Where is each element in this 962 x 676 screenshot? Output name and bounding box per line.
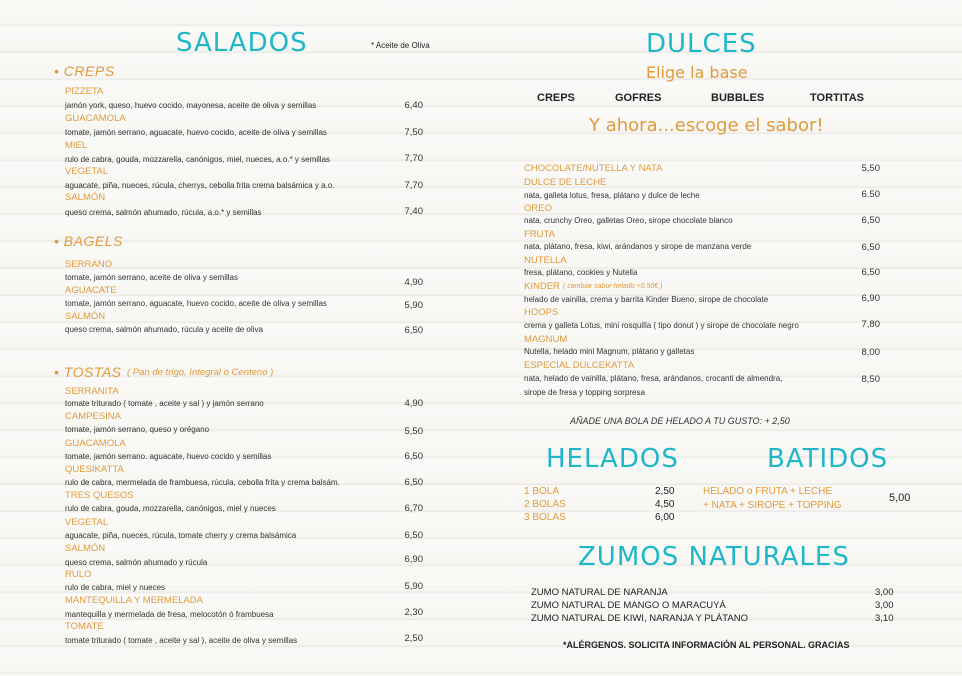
item-price: 5,50 (861, 163, 880, 174)
item-price: 6,50 (404, 325, 423, 336)
item-price: 2,30 (404, 607, 423, 618)
item-price: 6,90 (861, 293, 880, 304)
item-name: TOMATE (65, 621, 104, 632)
zumo-2-price: 3,00 (875, 600, 894, 611)
batidos-line2: + NATA + SIROPE + TOPPING (703, 500, 842, 511)
item-price: 6,50 (861, 267, 880, 278)
item-name: ESPECIAL DULCEKATTA (524, 360, 635, 371)
section-creps-heading: • CREPS (54, 63, 115, 79)
item-name: SERRANITA (65, 386, 119, 397)
item-name: SALMÓN (65, 311, 106, 322)
extra-scoop-note: AÑADE UNA BOLA DE HELADO A TU GUSTO: + 2,50 (570, 416, 790, 426)
item-price: 6,50 (404, 451, 423, 462)
item-price: 6.50 (861, 189, 880, 200)
item-name: PIZZETA (65, 86, 104, 97)
item-name: KINDER (524, 281, 560, 292)
item-price: 5,90 (404, 300, 423, 311)
zumo-1-name: ZUMO NATURAL DE NARANJA (531, 587, 668, 598)
item-price: 5,90 (404, 581, 423, 592)
item-desc: rulo de cabra, gouda, mozzarella, canónigos, miel, nueces, a.o.* y semillas (65, 155, 331, 164)
item-desc: queso crema, salmón ahumado, rúcula, a.o.* y semillas (65, 208, 262, 217)
item-price: 7,80 (861, 319, 880, 330)
item-desc: mantequilla y mermelada de fresa, melocotón ó frambuesa (65, 610, 274, 619)
item-name: AGUACATE (65, 285, 117, 296)
item-price: 7,40 (404, 206, 423, 217)
item-desc: nata, helado de vainilla, plátano, fresa, arándanos, crocanti de almendra, (524, 374, 783, 383)
item-price: 6,70 (404, 503, 423, 514)
zumo-1-price: 3,00 (875, 587, 894, 598)
item-name: MIEL (65, 140, 88, 151)
item-price: 6,50 (404, 477, 423, 488)
item-name: TRES QUESOS (65, 490, 134, 501)
batidos-price: 5,00 (889, 492, 911, 504)
zumo-3-price: 3,10 (875, 613, 894, 624)
helados-title: HELADOS (546, 444, 679, 474)
section-tostas-heading: • TOSTAS (54, 364, 122, 380)
item-price: 8,50 (861, 374, 880, 385)
batidos-title: BATIDOS (767, 444, 889, 474)
item-name: SALMÓN (65, 543, 106, 554)
item-desc: aguacate, piña, nueces, rúcula, cherrys, cebolla frita crema balsámica y a.o. (65, 181, 335, 190)
item-desc: crema y galleta Lotus, mini rosquilla ( tipo donut ) y sirope de chocolate negro (524, 321, 799, 330)
dulces-subtitle: Elige la base (646, 63, 748, 82)
item-price: 5,50 (404, 426, 423, 437)
item-name: GUACAMOLA (65, 113, 126, 124)
item-name: OREO (524, 203, 552, 214)
dulces-prompt: Y ahora...escoge el sabor! (589, 115, 824, 136)
item-name: NUTELLA (524, 255, 567, 266)
item-name: GUACAMOLA (65, 438, 126, 449)
item-desc: rulo de cabra, miel y nueces (65, 583, 166, 592)
helado-1-name: 1 BOLA (524, 486, 560, 497)
item-price: 7,50 (404, 127, 423, 138)
item-price: 6,50 (861, 242, 880, 253)
item-desc: tomate triturado ( tomate , aceite y sal ), aceite de oliva y semillas (65, 636, 298, 645)
zumos-title: ZUMOS NATURALES (578, 542, 850, 572)
item-name: DULCE DE LECHE (524, 177, 607, 188)
item-desc: tomate, jamón serrano, aceite de oliva y semillas (65, 273, 238, 282)
item-desc-2: sirope de fresa y topping sorpresa (524, 388, 645, 397)
item-desc: tomate triturado ( tomate , aceite y sal ) y jamón serrano (65, 399, 264, 408)
dulces-title: DULCES (646, 29, 757, 59)
item-desc: nata, crunchy Oreo, galletas Oreo, sirope chocolate blanco (524, 216, 733, 225)
item-desc: rulo de cabra, mermelada de frambuesa, rúcula, cebolla frita y crema balsám. (65, 478, 340, 487)
item-desc: aguacate, piña, nueces, rúcula, tomate cherry y crema balsámica (65, 531, 297, 540)
item-name: SALMÓN (65, 192, 106, 203)
allergen-footer: *ALÉRGENOS. SOLICITA INFORMACIÓN AL PERSONAL. GRACIAS (563, 640, 850, 650)
item-price: 2,50 (404, 633, 423, 644)
item-desc: Nutella, helado mini Magnum, plátano y galletas (524, 347, 695, 356)
item-name: FRUTA (524, 229, 555, 240)
item-price: 7,70 (404, 180, 423, 191)
item-desc: nata, plátano, fresa, kiwi, arándanos y sirope de manzana verde (524, 242, 752, 251)
item-name: VEGETAL (65, 166, 109, 177)
item-price: 7,70 (404, 153, 423, 164)
section-bagels-heading: • BAGELS (54, 233, 123, 249)
item-price: 6,90 (404, 554, 423, 565)
item-name: QUESIKATTA (65, 464, 124, 475)
item-name: VEGETAL (65, 517, 109, 528)
base-gofres: GOFRES (615, 92, 662, 104)
batidos-line1: HELADO o FRUTA + LECHE (703, 486, 833, 497)
item-price: 6,40 (404, 100, 423, 111)
item-desc: fresa, plátano, cookies y Nutella (524, 268, 638, 277)
item-desc: rulo de cabra, gouda, mozzarella, canónigos, miel y nueces (65, 504, 276, 513)
helado-3-name: 3 BOLAS (524, 512, 566, 523)
zumo-3-name: ZUMO NATURAL DE KIWI, NARANJA Y PLÁTANO (531, 613, 748, 624)
base-bubbles: BUBBLES (711, 92, 765, 104)
item-name: CHOCOLATE/NUTELLA Y NATA (524, 163, 663, 174)
item-desc: queso crema, salmón ahumado y rúcula (65, 558, 208, 567)
helado-3-price: 6,00 (655, 512, 675, 523)
item-name: CAMPESINA (65, 411, 121, 422)
helado-1-price: 2,50 (655, 486, 675, 497)
item-desc: helado de vainilla, crema y barrita Kinder Bueno, sirope de chocolate (524, 295, 769, 304)
item-name: SERRANO (65, 259, 112, 270)
kinder-note: ( cambiar sabor helado +0.50€ ) (563, 283, 663, 290)
item-price: 6,50 (404, 530, 423, 541)
helado-2-name: 2 BOLAS (524, 499, 566, 510)
item-desc: queso crema, salmón ahumado, rúcula y aceite de oliva (65, 325, 263, 334)
item-desc: jamón york, queso, huevo cocido, mayonesa, aceite de oliva y semillas (65, 101, 317, 110)
item-desc: nata, galleta lotus, fresa, plátano y dulce de leche (524, 191, 700, 200)
base-creps: CREPS (537, 92, 575, 104)
item-desc: tomate, jamón serrano. aguacate, huevo cocido y semillas (65, 452, 272, 461)
zumo-2-name: ZUMO NATURAL DE MANGO O MARACUYÁ (531, 600, 726, 611)
tostas-subheading: ( Pan de trigo, Integral o Centeno ) (127, 367, 274, 378)
item-price: 6,50 (861, 215, 880, 226)
salados-title: SALADOS (176, 28, 308, 58)
item-desc: tomate, jamón serrano, aguacate, huevo cocido, aceite de oliva y semillas (65, 299, 327, 308)
item-desc: tomate, jamón serrano, aguacate, huevo cocido, aceite de oliva y semillas (65, 128, 327, 137)
item-name: MAGNUM (524, 334, 568, 345)
item-desc: tomate, jamón serrano, queso y orégano (65, 425, 210, 434)
item-price: 4,90 (404, 398, 423, 409)
item-name: HOOPS (524, 307, 559, 318)
item-price: 8,00 (861, 347, 880, 358)
item-name: MANTEQUILLA Y MERMELADA (65, 595, 203, 606)
item-name: RULO (65, 569, 92, 580)
aceite-note: * Aceite de Oliva (371, 41, 430, 50)
helado-2-price: 4,50 (655, 499, 675, 510)
item-price: 4,90 (404, 277, 423, 288)
base-tortitas: TORTITAS (810, 92, 864, 104)
